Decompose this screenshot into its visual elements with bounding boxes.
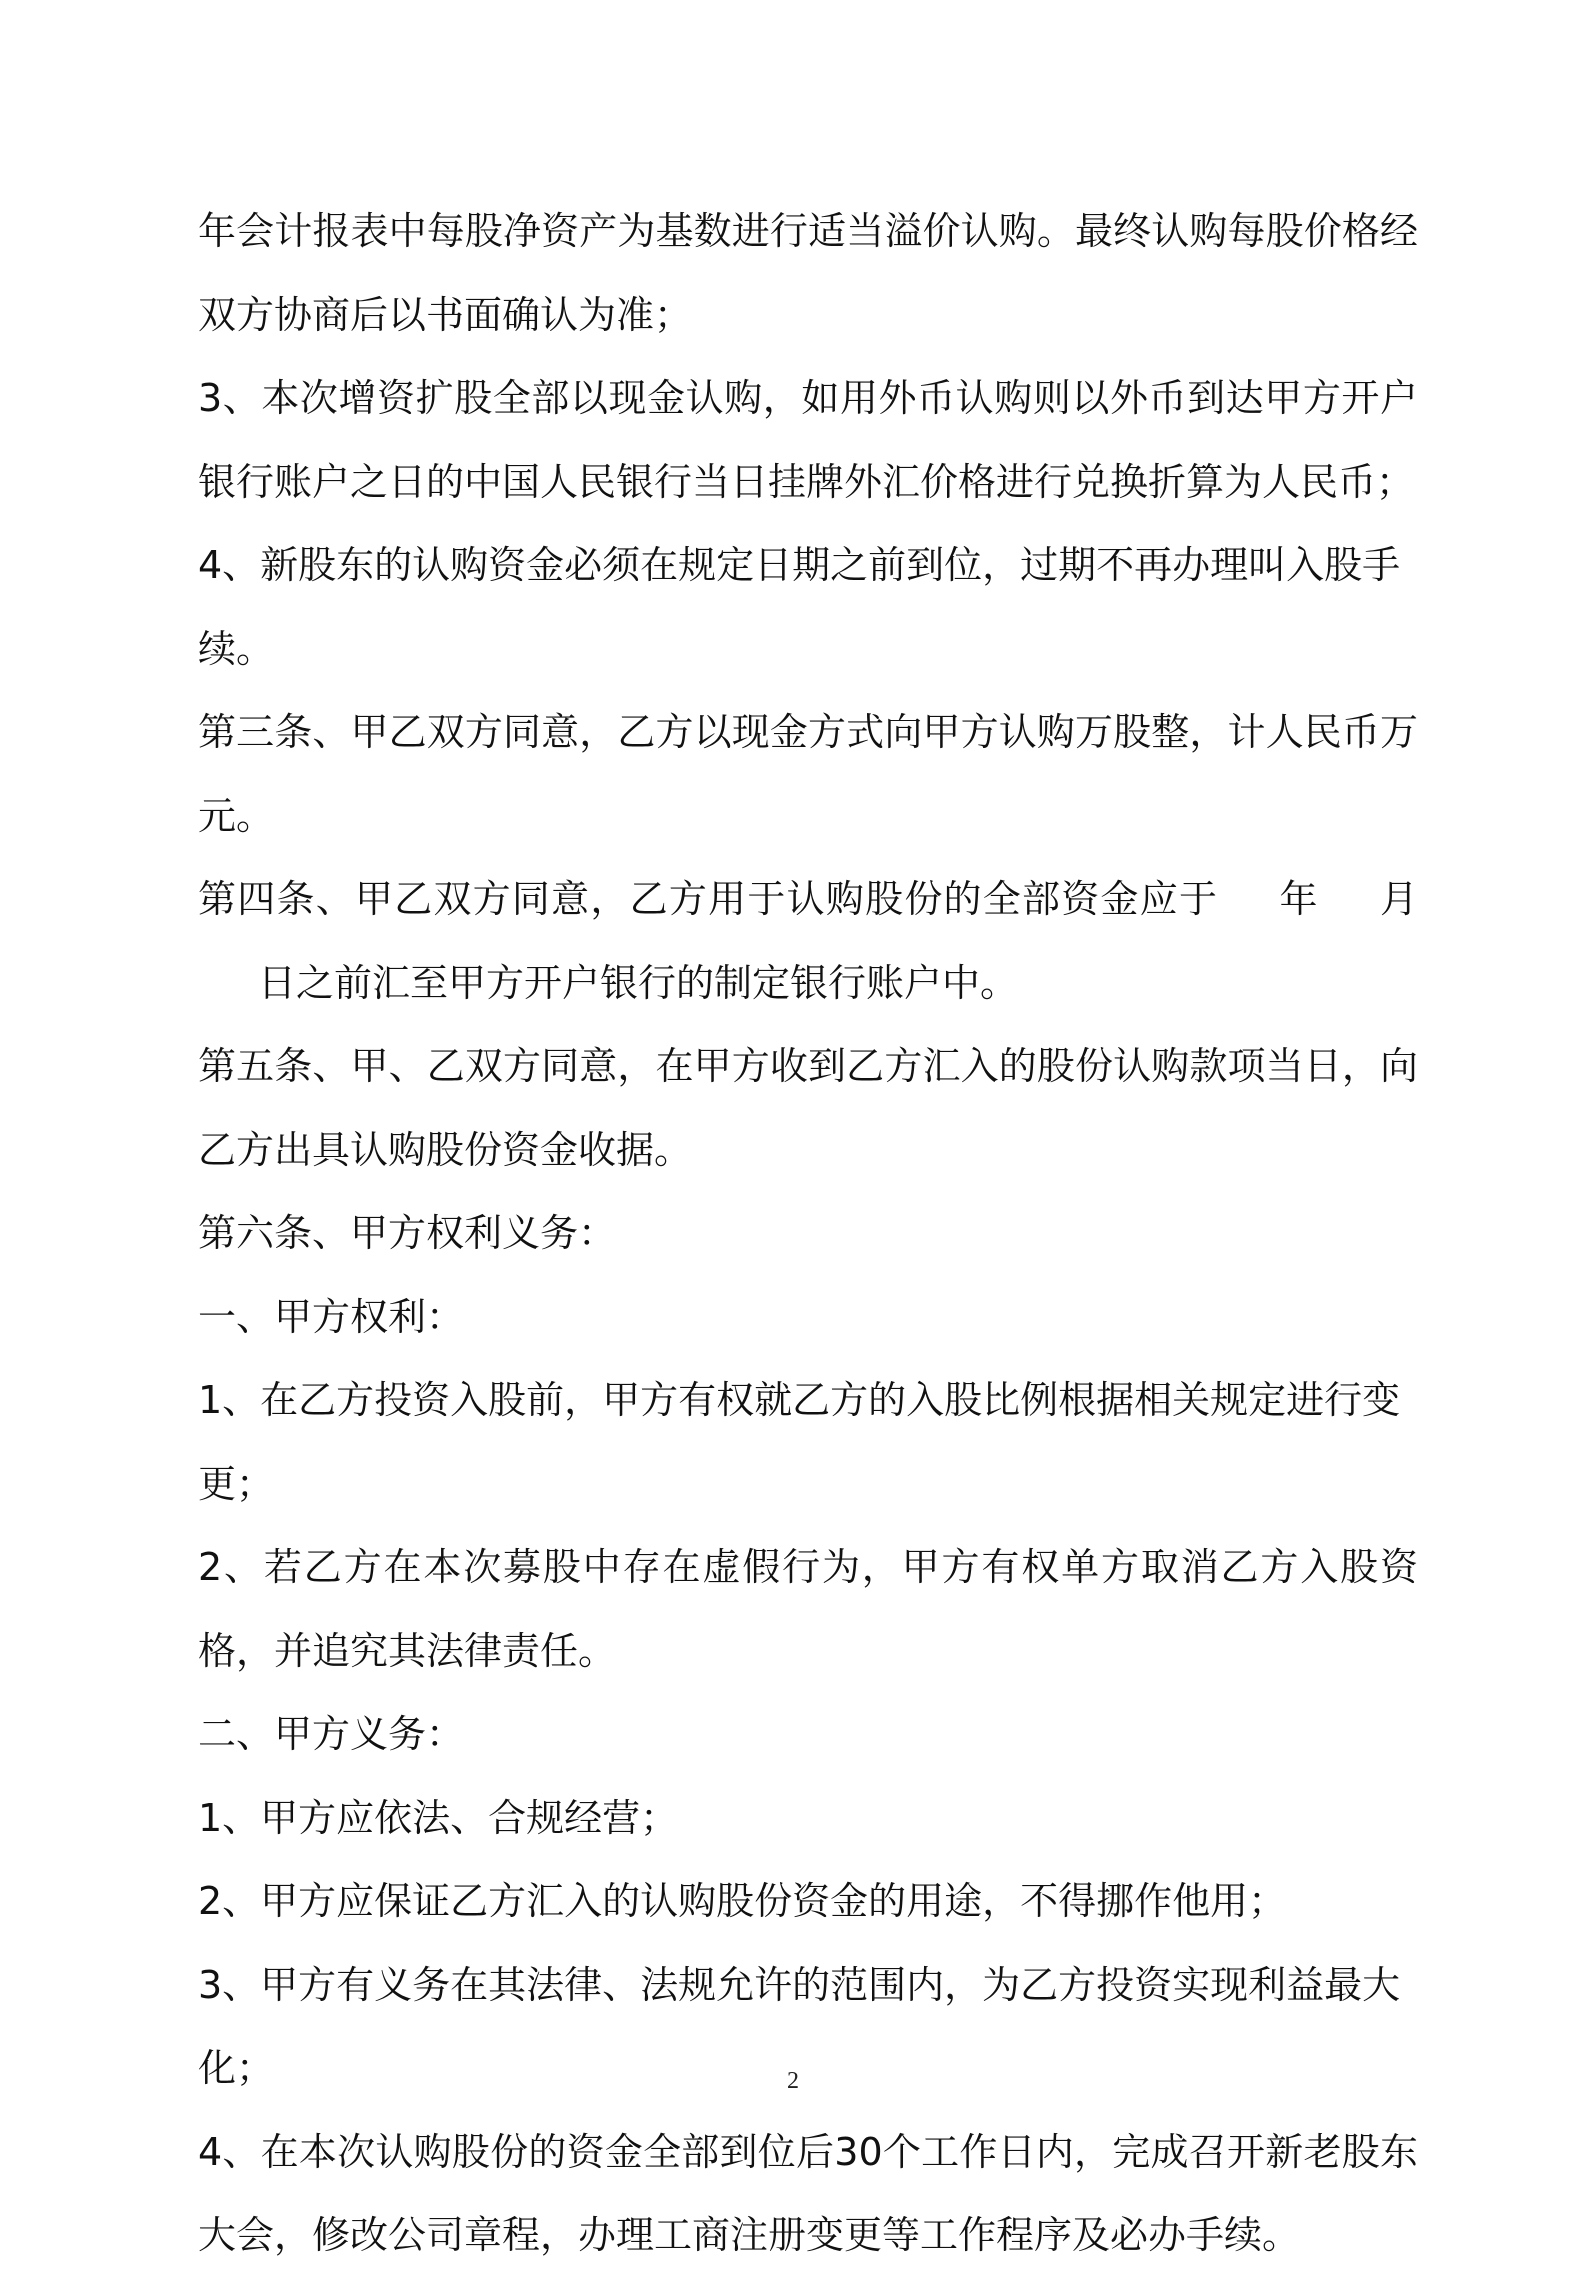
document-body xyxy=(198,190,1418,2278)
article-4-day: 日 xyxy=(258,960,297,1005)
paragraph-clause-3-cash-subscription: 3、本次增资扩股全部以现金认购，如用外币认购则以外币到达甲方开户银行账户之日的中国人民银行当日挂牌外汇价格进行兑换折算为人民币； xyxy=(198,376,1418,504)
paragraph-party-a-obligations-heading: 二、甲方义务： xyxy=(198,1712,465,1756)
paragraph-article-4 xyxy=(198,858,1418,1025)
paragraph-obligations-item-1: 1、甲方应依法、合规经营； xyxy=(198,1795,679,1840)
paragraph-rights-item-2: 2、若乙方在本次募股中存在虚假行为，甲方有权单方取消乙方入股资格，并追究其法律责任。 xyxy=(198,1545,1418,1673)
article-4-tail-text: 之前汇至甲方开户银行的制定银行账户中。 xyxy=(296,960,1019,1005)
paragraph-obligations-item-2: 2、甲方应保证乙方汇入的认购股份资金的用途，不得挪作他用； xyxy=(198,1879,1287,1923)
article-4-month: 月 xyxy=(1378,877,1418,921)
page-number: 2 xyxy=(787,2068,799,2094)
paragraph-article-5: 第五条、甲、乙双方同意，在甲方收到乙方汇入的股份认购款项当日，向乙方出具认购股份资金收据。 xyxy=(198,1044,1418,1172)
paragraph-price-confirmation: 年会计报表中每股净资产为基数进行适当溢价认购。最终认购每股价格经双方协商后以书面确认为准； xyxy=(198,209,1418,337)
paragraph-article-6-heading: 第六条、甲方权利义务： xyxy=(198,1211,617,1255)
paragraph-clause-4-funds-deadline: 4、新股东的认购资金必须在规定日期之前到位，过期不再办理叫入股手续。 xyxy=(198,543,1401,671)
paragraph-obligations-item-3: 3、甲方有义务在其法律、法规允许的范围内，为乙方投资实现利益最大化； xyxy=(198,1962,1401,2090)
paragraph-rights-item-1: 1、在乙方投资入股前，甲方有权就乙方的入股比例根据相关规定进行变更； xyxy=(198,1378,1401,1506)
paragraph-article-3: 第三条、甲乙双方同意，乙方以现金方式向甲方认购万股整，计人民币万元。 xyxy=(198,710,1418,838)
paragraph-party-a-rights-heading: 一、甲方权利： xyxy=(198,1294,465,1339)
article-4-lead-text: 第四条、甲乙双方同意，乙方用于认购股份的全部资金应于 xyxy=(198,877,1219,921)
article-4-year: 年 xyxy=(1278,877,1319,921)
paragraph-obligations-item-4: 4、在本次认购股份的资金全部到位后30个工作日内，完成召开新老股东大会，修改公司章程，办理工商注册变更等工作程序及必办手续。 xyxy=(198,2129,1418,2257)
